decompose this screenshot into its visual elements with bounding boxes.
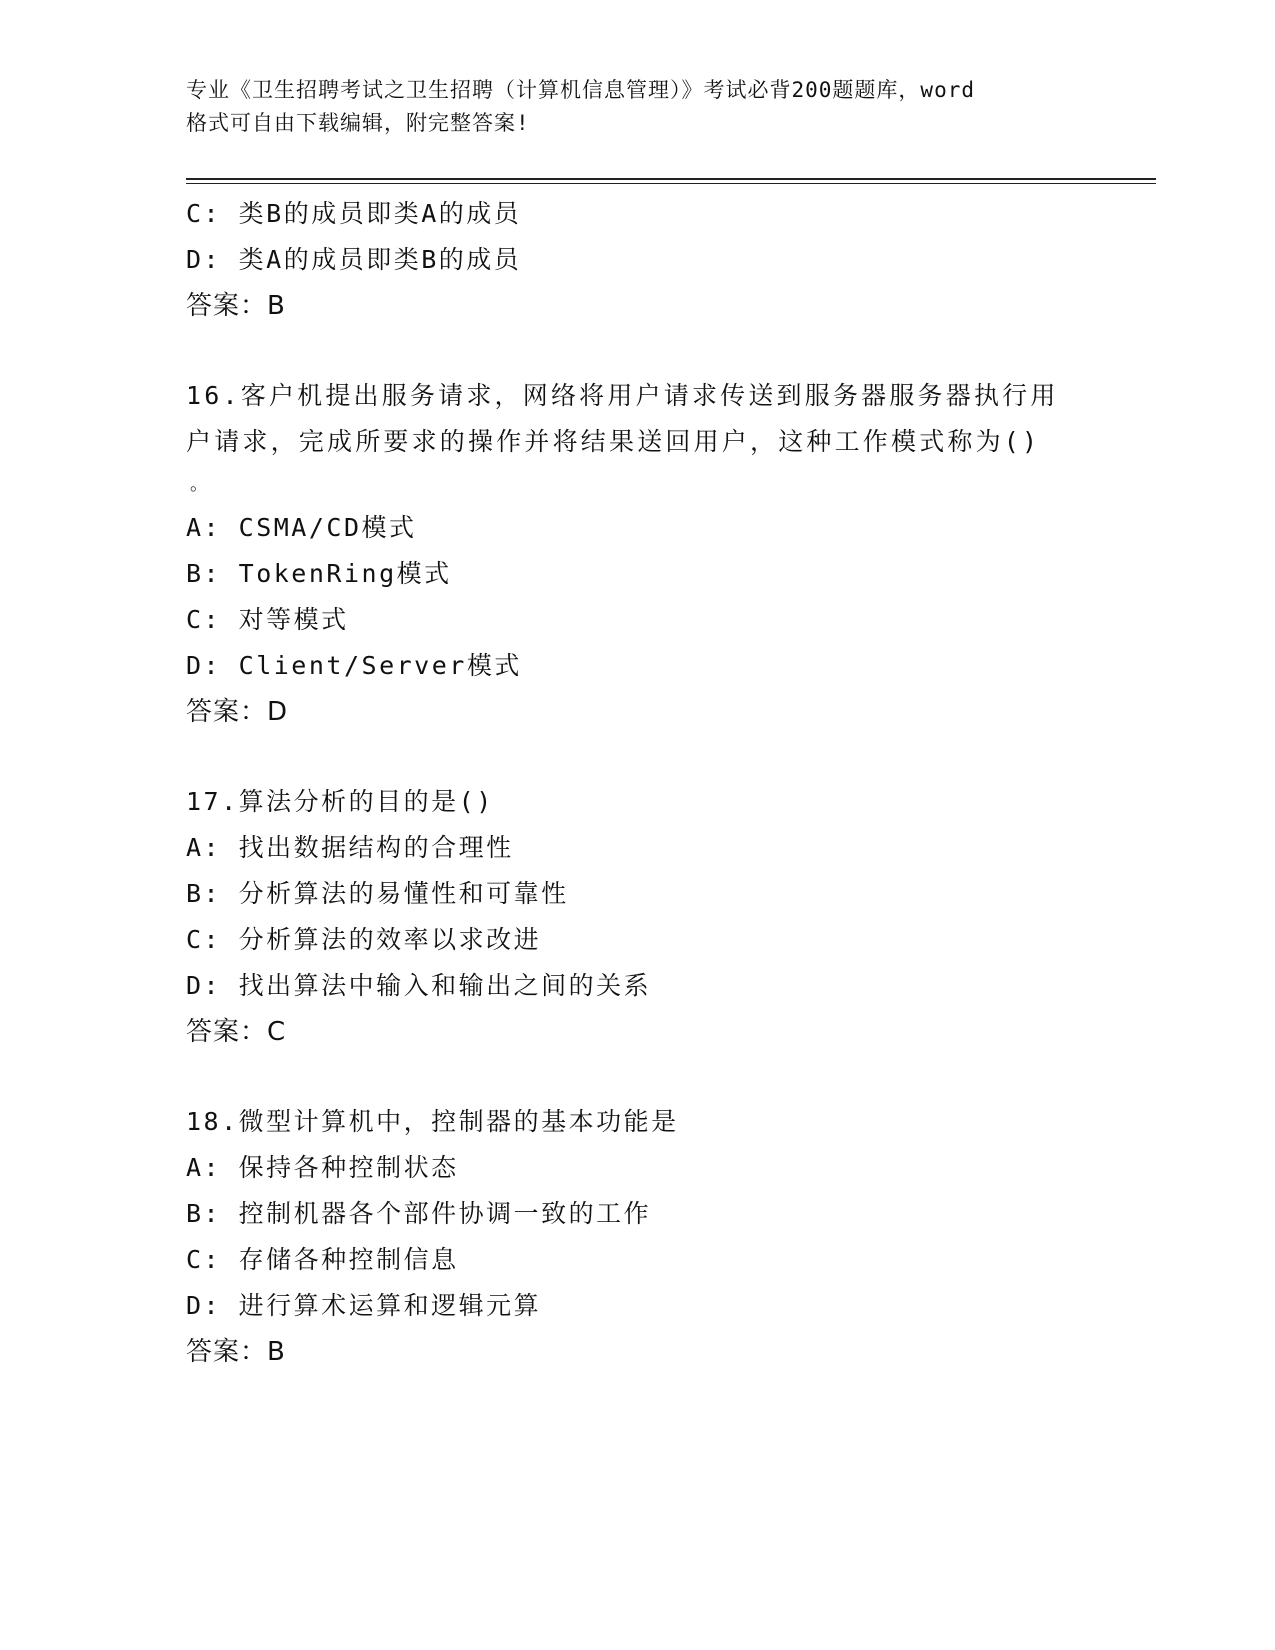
- question-stem-line: 16.客户机提出服务请求，网络将用户请求传送到服务器服务器执行用: [186, 381, 1059, 410]
- option-c: C: 对等模式: [186, 605, 349, 634]
- option-b: B: 控制机器各个部件协调一致的工作: [186, 1199, 652, 1228]
- option-a: A: 保持各种控制状态: [186, 1153, 459, 1182]
- option-a: A: CSMA/CD模式: [186, 513, 417, 542]
- question-18: [186, 1099, 1086, 1375]
- question-stem-line: 18.微型计算机中，控制器的基本功能是: [186, 1107, 679, 1136]
- answer-line: 答案：C: [186, 1017, 287, 1047]
- option-c: C: 类B的成员即类A的成员: [186, 199, 522, 228]
- document-header: [186, 74, 1096, 140]
- option-d: D: Client/Server模式: [186, 651, 522, 680]
- header-divider-thin: [186, 183, 1156, 184]
- question-content: [186, 191, 1086, 1375]
- question-stem-line: 17.算法分析的目的是(): [186, 787, 494, 816]
- option-c: C: 分析算法的效率以求改进: [186, 925, 542, 954]
- header-line-2: 格式可自由下载编辑，附完整答案!: [186, 111, 530, 135]
- question-stem-line: 户请求，完成所要求的操作并将结果送回用户，这种工作模式称为(): [186, 427, 1041, 456]
- option-a: A: 找出数据结构的合理性: [186, 833, 514, 862]
- question-15-continuation: [186, 191, 1086, 329]
- answer-line: 答案：D: [186, 697, 289, 727]
- answer-line: 答案：B: [186, 1337, 286, 1367]
- question-16: [186, 373, 1086, 735]
- question-stem-tail: 。: [190, 474, 208, 495]
- header-divider-thick: [186, 178, 1156, 180]
- option-d: D: 类A的成员即类B的成员: [186, 245, 522, 274]
- header-line-1: 专业《卫生招聘考试之卫生招聘（计算机信息管理）》考试必背200题题库，word: [186, 78, 975, 102]
- option-b: B: TokenRing模式: [186, 559, 452, 588]
- option-d: D: 进行算术运算和逻辑元算: [186, 1291, 542, 1320]
- option-d: D: 找出算法中输入和输出之间的关系: [186, 971, 652, 1000]
- option-c: C: 存储各种控制信息: [186, 1245, 459, 1274]
- answer-line: 答案：B: [186, 291, 286, 321]
- question-17: [186, 779, 1086, 1055]
- option-b: B: 分析算法的易懂性和可靠性: [186, 879, 569, 908]
